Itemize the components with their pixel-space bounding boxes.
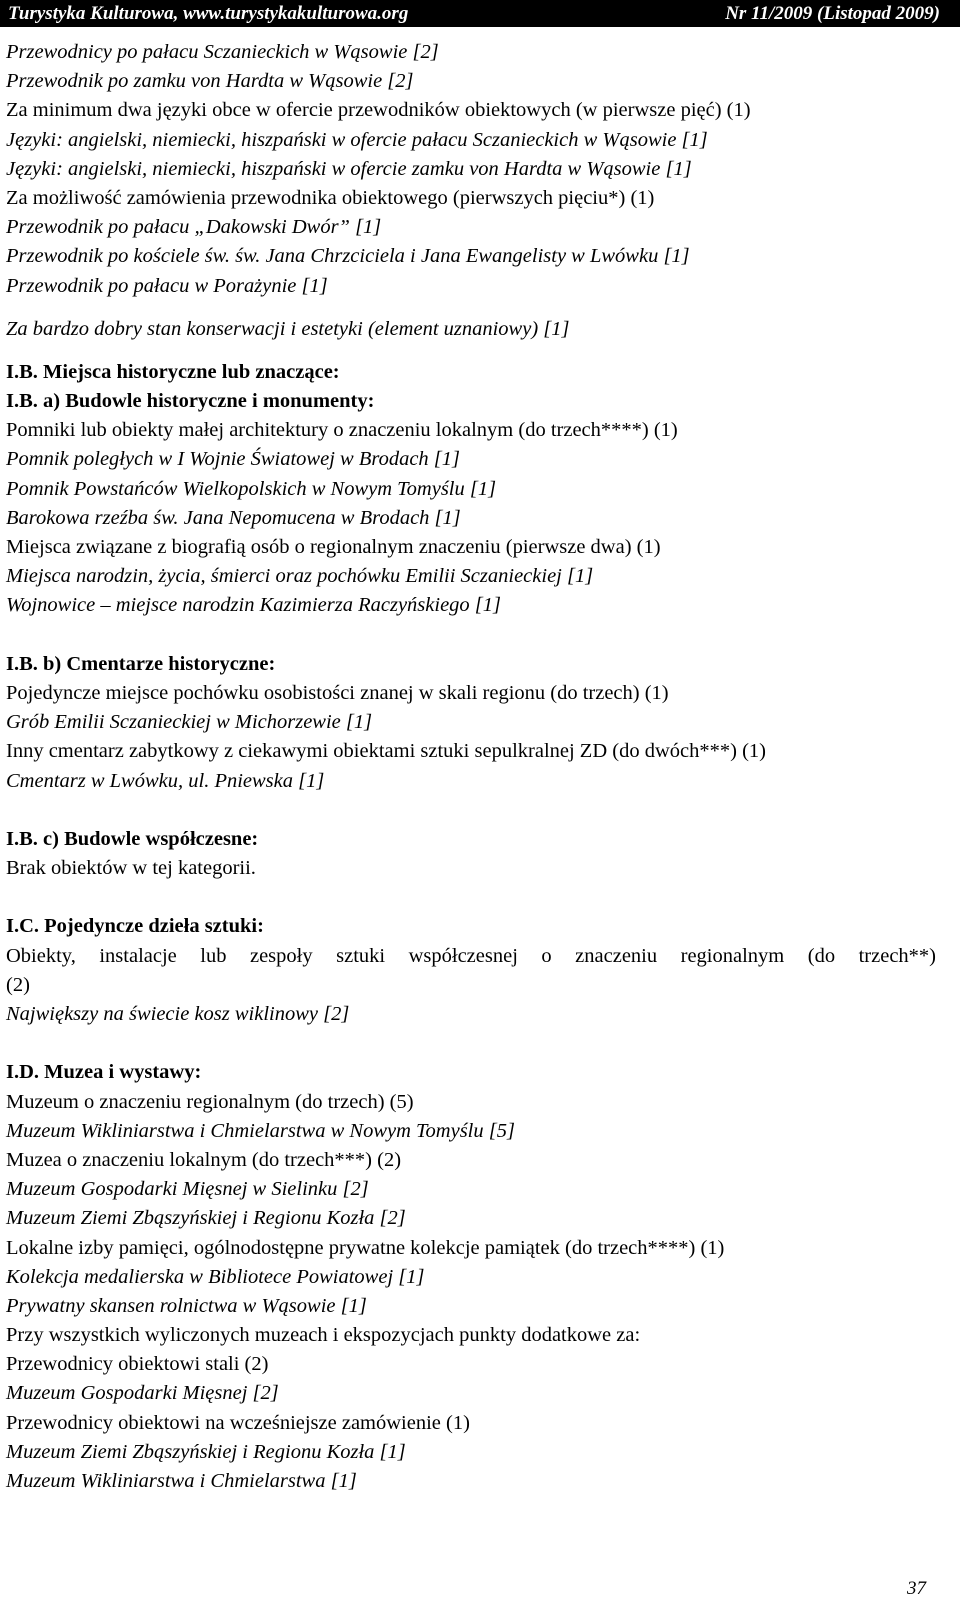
list-item: Miejsca narodzin, życia, śmierci oraz pochówku Emilii Sczanieckiej [1] [6, 565, 594, 588]
criterion-line: Pojedyncze miejsce pochówku osobistości znanej w skali regionu (do trzech) (1) [6, 681, 669, 704]
list-item: Przewodnik po kościele św. św. Jana Chrzciciela i Jana Ewangelisty w Lwówku [1] [6, 245, 690, 268]
list-item: Przewodnicy po pałacu Sczanieckich w Wąsowie [2] [6, 41, 439, 63]
criterion-line: Muzeum o znaczeniu regionalnym (do trzech) (5) [6, 1090, 414, 1113]
subsection-heading: I.B. c) Budowle współczesne: [6, 827, 259, 850]
criterion-line: Muzea o znaczeniu lokalnym (do trzech***) (2) [6, 1148, 402, 1171]
list-item: Muzeum Ziemi Zbąszyńskiej i Regionu Kozła [1] [6, 1440, 406, 1463]
criterion-line: Obiekty, instalacje lub zespoły sztuki współczesnej o znaczeniu regionalnym (do trzech**) [6, 944, 936, 967]
criterion-line: Inny cmentarz zabytkowy z ciekawymi obiektami sztuki sepulkralnej ZD (do dwóch***) (1) [6, 740, 766, 763]
list-item: Muzeum Wikliniarstwa i Chmielarstwa [1] [6, 1470, 357, 1492]
criterion-line: Za możliwość zamówienia przewodnika obiektowego (pierwszych pięciu*) (1) [6, 186, 655, 209]
running-header [0, 0, 960, 27]
criterion-line: Lokalne izby pamięci, ogólnodostępne prywatne kolekcje pamiątek (do trzech****) (1) [6, 1236, 725, 1259]
criterion-line: Przewodnicy obiektowi na wcześniejsze zamówienie (1) [6, 1411, 470, 1434]
subsection-heading: I.B. b) Cmentarze historyczne: [6, 652, 276, 675]
section-heading: I.B. Miejsca historyczne lub znaczące: [6, 360, 340, 383]
list-item: Języki: angielski, niemiecki, hiszpański w ofercie pałacu Sczanieckich w Wąsowie [1] [6, 128, 708, 151]
list-item: Muzeum Ziemi Zbąszyńskiej i Regionu Kozła [2] [6, 1207, 406, 1230]
list-item: Przewodnik po zamku von Hardta w Wąsowie [2] [6, 70, 414, 93]
list-item: Pomnik Powstańców Wielkopolskich w Nowym Tomyślu [1] [6, 477, 497, 500]
list-item: Muzeum Gospodarki Mięsnej [2] [6, 1382, 279, 1405]
criterion-line-continued: (2) [6, 973, 30, 996]
issue-number: Nr 11/2009 (Listopad 2009) [725, 3, 940, 24]
list-item: Muzeum Gospodarki Mięsnej w Sielinku [2] [6, 1178, 369, 1201]
criterion-line: Brak obiektów w tej kategorii. [6, 857, 256, 880]
subsection-heading: I.B. a) Budowle historyczne i monumenty: [6, 390, 375, 413]
list-item: Barokowa rzeźba św. Jana Nepomucena w Brodach [1] [6, 506, 461, 529]
list-item: Języki: angielski, niemiecki, hiszpański w ofercie zamku von Hardta w Wąsowie [1] [6, 157, 692, 180]
list-item: Muzeum Wikliniarstwa i Chmielarstwa w Nowym Tomyślu [5] [6, 1119, 515, 1142]
criterion-line: Przewodnicy obiektowi stali (2) [6, 1353, 269, 1376]
section-heading: I.D. Muzea i wystawy: [6, 1061, 202, 1084]
list-item: Grób Emilii Sczanieckiej w Michorzewie [1] [6, 711, 373, 734]
list-item: Kolekcja medalierska w Bibliotece Powiatowej [1] [6, 1265, 425, 1288]
section-heading: I.C. Pojedyncze dzieła sztuki: [6, 915, 264, 938]
list-item: Za bardzo dobry stan konserwacji i estetyki (element uznaniowy) [1] [6, 317, 570, 340]
list-item: Pomnik poległych w I Wojnie Światowej w Brodach [1] [6, 448, 460, 471]
criterion-line: Przy wszystkich wyliczonych muzeach i ekspozycjach punkty dodatkowe za: [6, 1324, 641, 1347]
list-item: Największy na świecie kosz wiklinowy [2] [6, 1003, 350, 1025]
list-item: Przewodnik po pałacu w Porażynie [1] [6, 274, 328, 297]
criterion-line: Za minimum dwa języki obce w ofercie przewodników obiektowych (w pierwsze pięć) (1) [6, 99, 751, 122]
criterion-line: Miejsca związane z biografią osób o regionalnym znaczeniu (pierwsze dwa) (1) [6, 536, 661, 558]
list-item: Cmentarz w Lwówku, ul. Pniewska [1] [6, 769, 325, 792]
journal-title: Turystyka Kulturowa, www.turystykakulturowa.org [8, 3, 409, 24]
list-item: Prywatny skansen rolnictwa w Wąsowie [1] [6, 1294, 367, 1317]
page-number: 37 [907, 1578, 926, 1599]
list-item: Przewodnik po pałacu „Dakowski Dwór” [1] [6, 216, 382, 239]
document-body [6, 38, 956, 1496]
list-item: Wojnowice – miejsce narodzin Kazimierza Raczyńskiego [1] [6, 594, 501, 617]
criterion-line: Pomniki lub obiekty małej architektury o znaczeniu lokalnym (do trzech****) (1) [6, 419, 678, 442]
